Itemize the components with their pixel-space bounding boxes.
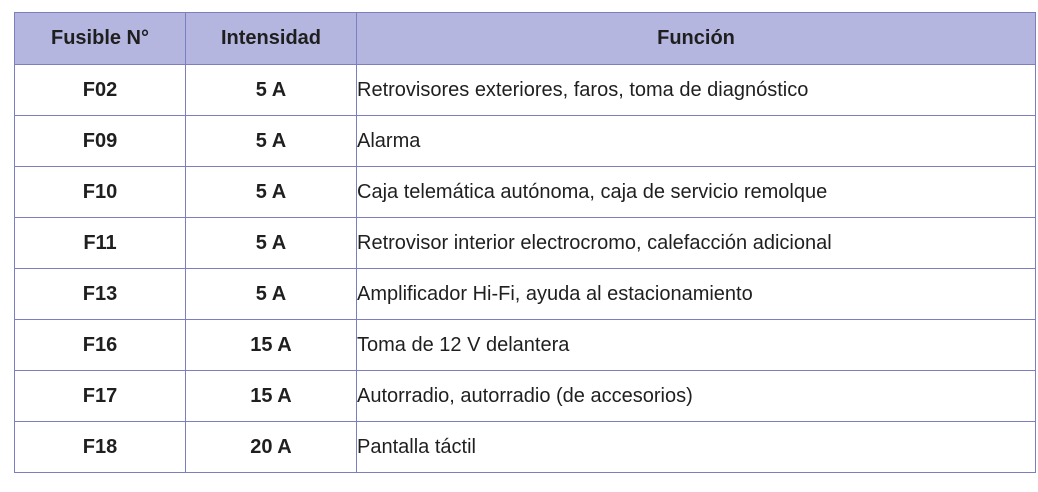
function-cell: Toma de 12 V delantera	[357, 320, 1036, 371]
table-row	[15, 116, 1036, 167]
amperage-cell: 5 A	[186, 218, 357, 269]
amperage-cell: 5 A	[186, 269, 357, 320]
table-row	[15, 167, 1036, 218]
function-cell: Retrovisores exteriores, faros, toma de diagnóstico	[357, 65, 1036, 116]
table-body	[15, 65, 1036, 473]
amperage-cell: 15 A	[186, 320, 357, 371]
header-amperage: Intensidad	[186, 13, 357, 65]
table-row	[15, 320, 1036, 371]
fuse-number-cell: F11	[15, 218, 186, 269]
function-cell: Amplificador Hi-Fi, ayuda al estacionamiento	[357, 269, 1036, 320]
function-cell: Autorradio, autorradio (de accesorios)	[357, 371, 1036, 422]
function-cell: Caja telemática autónoma, caja de servicio remolque	[357, 167, 1036, 218]
amperage-cell: 5 A	[186, 116, 357, 167]
table-row	[15, 269, 1036, 320]
function-cell: Pantalla táctil	[357, 422, 1036, 473]
fuse-number-cell: F09	[15, 116, 186, 167]
fuse-number-cell: F10	[15, 167, 186, 218]
table-row	[15, 65, 1036, 116]
amperage-cell: 15 A	[186, 371, 357, 422]
fuse-number-cell: F02	[15, 65, 186, 116]
fuse-number-cell: F16	[15, 320, 186, 371]
table-row	[15, 218, 1036, 269]
amperage-cell: 5 A	[186, 65, 357, 116]
header-fuse-number: Fusible N°	[15, 13, 186, 65]
fuse-number-cell: F18	[15, 422, 186, 473]
fuse-table	[14, 12, 1036, 473]
table-row	[15, 422, 1036, 473]
table-header	[15, 13, 1036, 65]
function-cell: Alarma	[357, 116, 1036, 167]
amperage-cell: 20 A	[186, 422, 357, 473]
amperage-cell: 5 A	[186, 167, 357, 218]
table-row	[15, 371, 1036, 422]
fuse-number-cell: F13	[15, 269, 186, 320]
header-function: Función	[357, 13, 1036, 65]
function-cell: Retrovisor interior electrocromo, calefacción adicional	[357, 218, 1036, 269]
fuse-number-cell: F17	[15, 371, 186, 422]
header-row	[15, 13, 1036, 65]
